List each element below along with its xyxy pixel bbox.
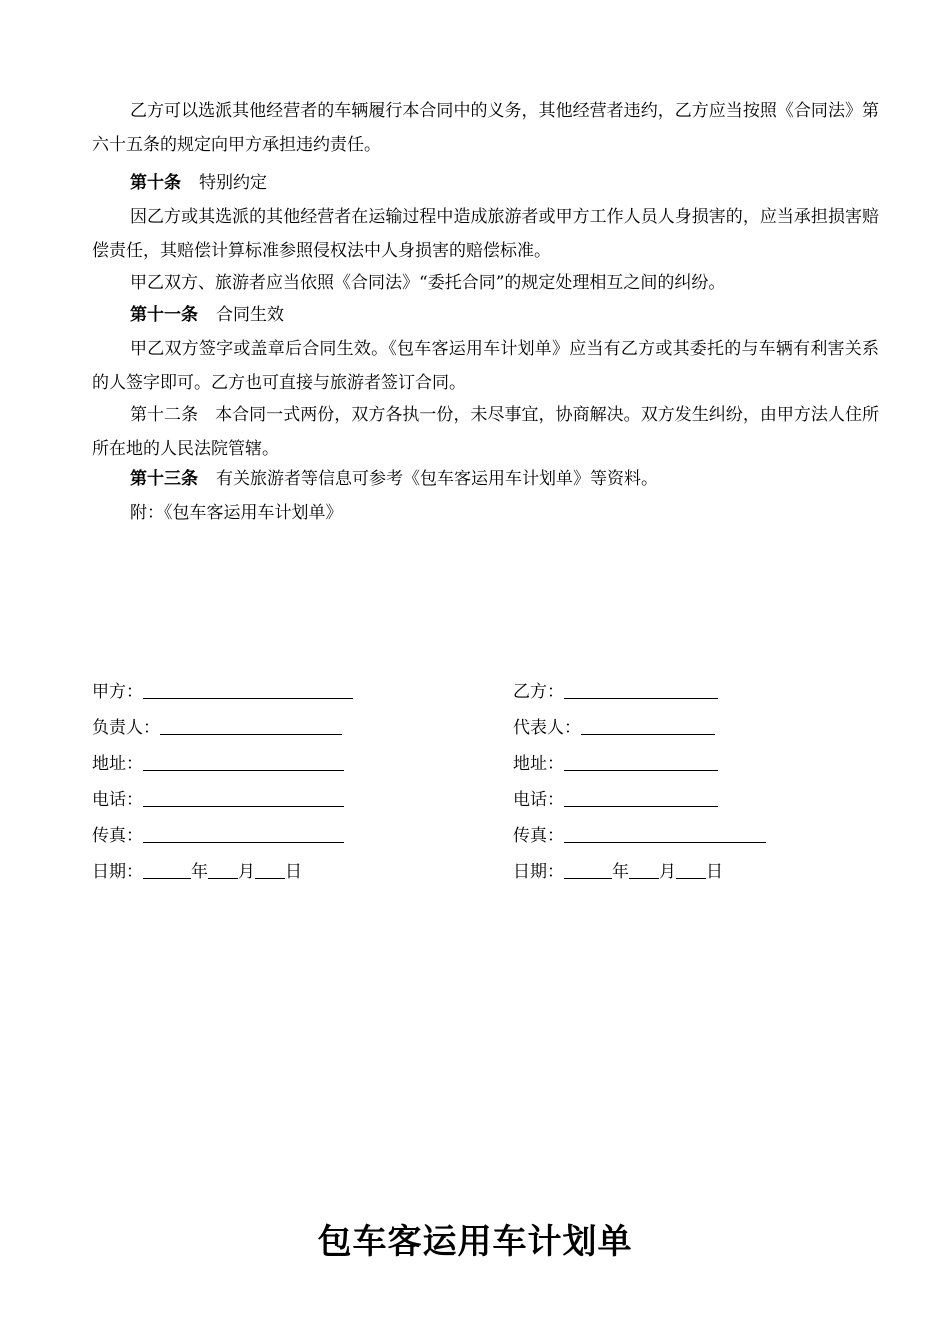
article-11-number: 第十一条 (130, 305, 198, 325)
article-11-title: 合同生效 (216, 305, 284, 325)
party-a-fax-field (92, 824, 344, 848)
party-a-date-field (92, 860, 302, 884)
party-b-day-label: 日 (706, 862, 723, 882)
party-b-date-label: 日期： (513, 862, 564, 882)
party-a-phone-label: 电话： (92, 790, 143, 810)
responsible-person-label: 负责人： (92, 718, 160, 738)
party-a-month-blank[interactable] (208, 860, 238, 879)
party-b-address-label: 地址： (513, 754, 564, 774)
party-a-fax-label: 传真： (92, 826, 143, 846)
party-a-fax-blank[interactable] (143, 824, 344, 843)
party-a-day-blank[interactable] (255, 860, 285, 879)
responsible-person-field (92, 716, 342, 740)
party-b-fax-label: 传真： (513, 826, 564, 846)
article-13-number: 第十三条 (130, 469, 198, 489)
party-b-address-blank[interactable] (564, 752, 718, 771)
party-b-phone-field (513, 788, 718, 812)
party-b-blank[interactable] (564, 680, 718, 699)
party-b-month-label: 月 (659, 862, 676, 882)
party-a-phone-field (92, 788, 344, 812)
paragraph-disputes: 甲乙双方、旅游者应当依照《合同法》“委托合同”的规定处理相互之间的纠纷。 (130, 273, 726, 293)
party-a-day-label: 日 (285, 862, 302, 882)
paragraph-damages: 因乙方或其选派的其他经营者在运输过程中造成旅游者或甲方工作人员人身损害的，应当承担损害赔偿责任，其赔偿计算标准参照侵权法中人身损害的赔偿标准。 (92, 207, 879, 261)
party-b-phone-label: 电话： (513, 790, 564, 810)
representative-label: 代表人： (513, 718, 581, 738)
party-b-fax-blank[interactable] (564, 824, 766, 843)
party-a-year-blank[interactable] (143, 860, 191, 879)
party-a-field (92, 680, 353, 704)
party-b-phone-blank[interactable] (564, 788, 718, 807)
representative-field (513, 716, 715, 740)
party-a-date-label: 日期： (92, 862, 143, 882)
party-b-year-label: 年 (612, 862, 629, 882)
party-a-phone-blank[interactable] (143, 788, 344, 807)
article-10-title: 特别约定 (199, 173, 267, 193)
party-a-blank[interactable] (143, 680, 353, 699)
party-b-year-blank[interactable] (564, 860, 612, 879)
responsible-person-blank[interactable] (160, 716, 342, 735)
party-b-address-field (513, 752, 718, 776)
party-b-label: 乙方： (513, 682, 564, 702)
party-a-year-label: 年 (191, 862, 208, 882)
article-10-heading (130, 166, 267, 200)
representative-blank[interactable] (581, 716, 715, 735)
appendix-line: 附：《包车客运用车计划单》 (130, 503, 343, 523)
article-11-heading (130, 298, 284, 332)
party-a-address-label: 地址： (92, 754, 143, 774)
paragraph-article-12: 第十二条 本合同一式两份，双方各执一份，未尽事宜，协商解决。双方发生纠纷，由甲方法人住所所在地的人民法院管辖。 (92, 405, 879, 459)
party-b-field (513, 680, 718, 704)
party-b-date-field (513, 860, 723, 884)
paragraph-effectiveness: 甲乙双方签字或盖章后合同生效。《包车客运用车计划单》应当有乙方或其委托的与车辆有利害关系的人签字即可。乙方也可直接与旅游者签订合同。 (92, 339, 879, 393)
party-a-month-label: 月 (238, 862, 255, 882)
plan-sheet-title: 包车客运用车计划单 (317, 1222, 633, 1262)
party-a-address-field (92, 752, 344, 776)
party-a-address-blank[interactable] (143, 752, 344, 771)
party-a-label: 甲方： (92, 682, 143, 702)
article-10-number: 第十条 (130, 173, 181, 193)
paragraph-subcontract: 乙方可以选派其他经营者的车辆履行本合同中的义务，其他经营者违约，乙方应当按照《合同法》第六十五条的规定向甲方承担违约责任。 (92, 101, 879, 155)
party-b-day-blank[interactable] (676, 860, 706, 879)
party-b-fax-field (513, 824, 766, 848)
article-13-text: 有关旅游者等信息可参考《包车客运用车计划单》等资料。 (216, 469, 658, 489)
article-13-heading (130, 462, 658, 496)
party-b-month-blank[interactable] (629, 860, 659, 879)
